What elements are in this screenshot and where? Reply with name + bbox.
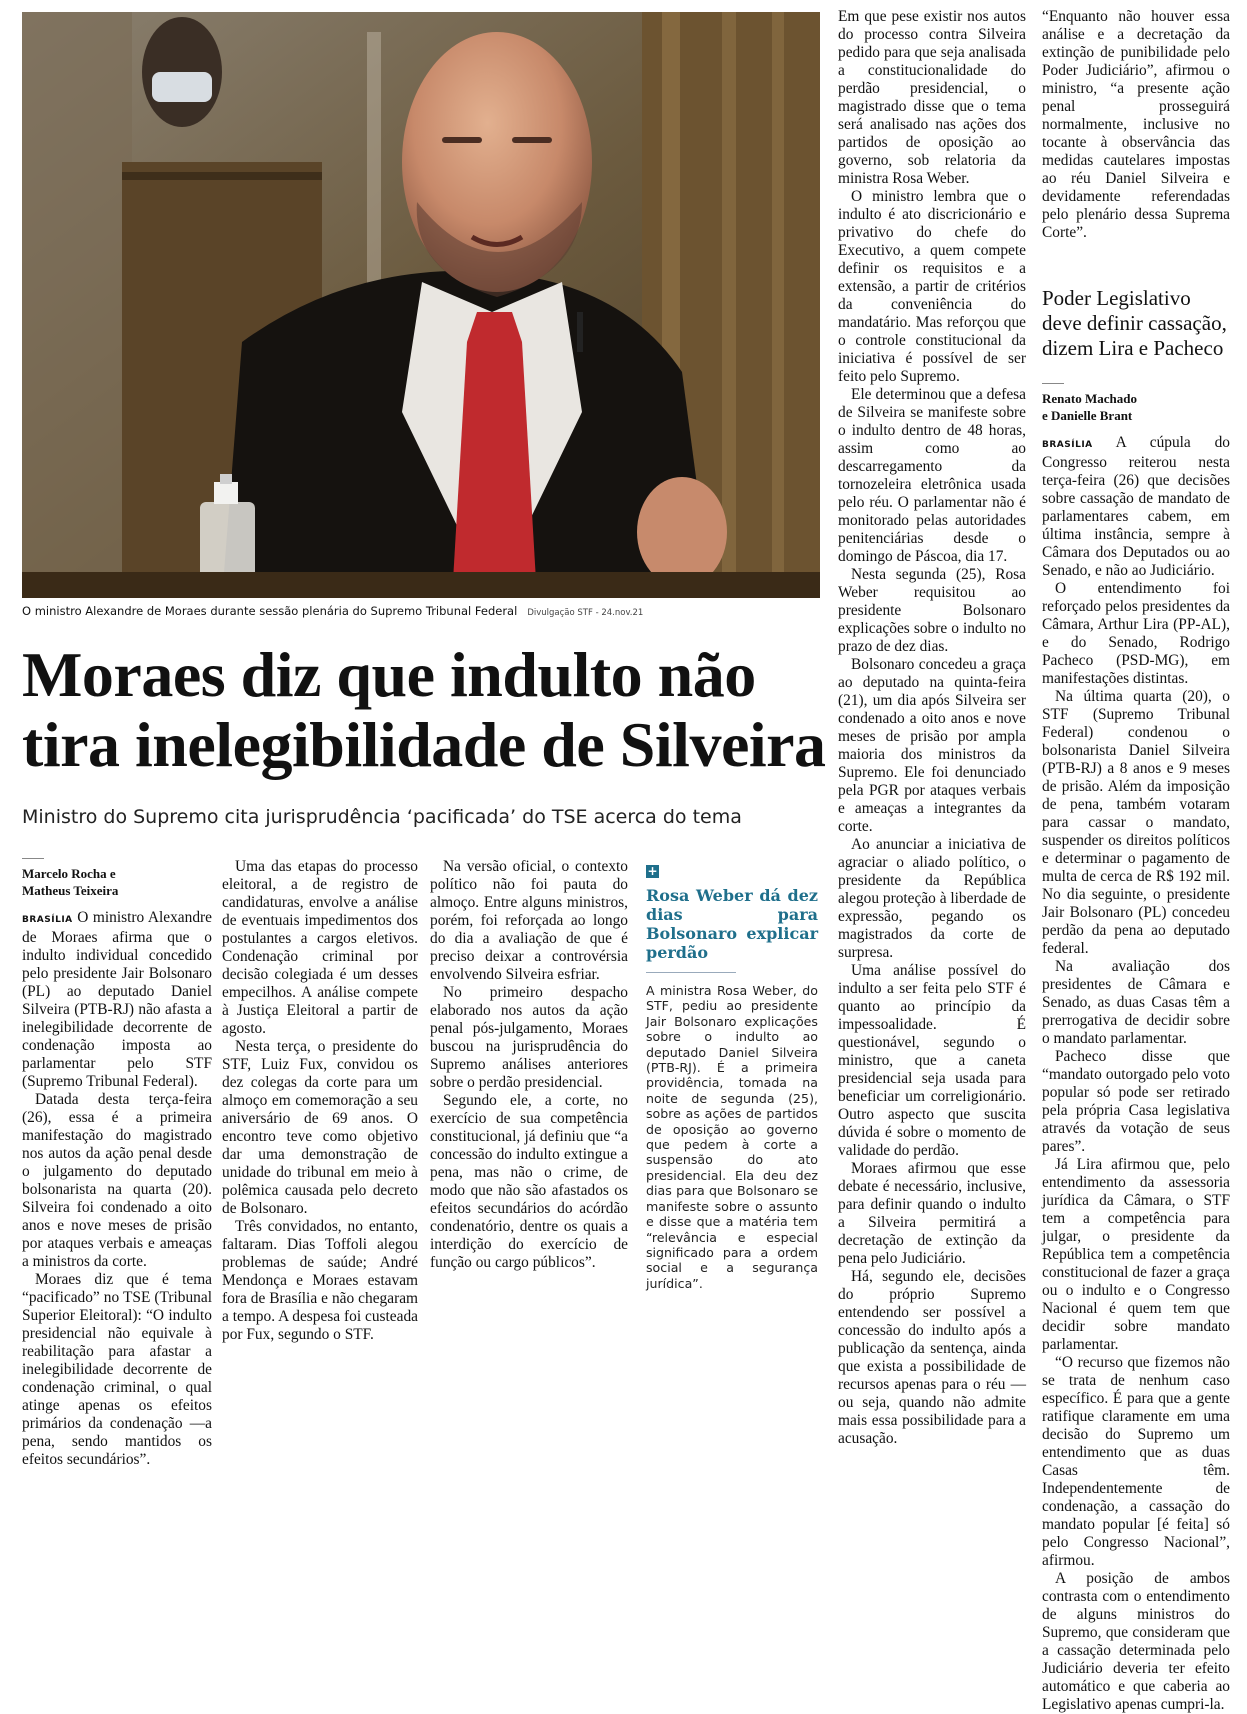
sidebar-box-title: Rosa Weber dá dez dias para Bolsonaro explicar perdão — [646, 886, 818, 962]
article-paragraph: Nesta terça, o presidente do STF, Luiz Fux, convidou os dez colegas da corte para um almoço em comemoração a seu aniversário de 69 anos. O encontro teve como objetivo dar uma demonstração de unidade do tribunal em meio à polêmica causada pelo decreto de Bolsonaro. — [222, 1038, 418, 1217]
article-column-1 — [22, 858, 212, 1468]
second-article-byline — [1042, 390, 1230, 424]
article-paragraph: A posição de ambos contrasta com o entendimento de alguns ministros do Supremo, que consideram que a cassação determinada pelo Judiciário deveria ter efeito automático e que caberia ao Legislativo apenas cumpri-la. — [1042, 1570, 1230, 1713]
article-paragraph — [1042, 434, 1230, 580]
article-paragraph: Nesta segunda (25), Rosa Weber requisitou ao presidente Bolsonaro explicações sobre o indulto no prazo de dez dias. — [838, 566, 1026, 655]
headline-line-1: Moraes diz que indulto não — [22, 639, 756, 710]
dateline: BRASÍLIA — [1042, 440, 1093, 450]
headline — [22, 639, 826, 780]
article-column-2 — [222, 858, 418, 1343]
article-paragraph: “O recurso que fizemos não se trata de nenhum caso específico. É para que a gente ratifique claramente em uma decisão do Supremo um entendimento que as duas Casas têm. Independentemente de condenação, a cassação do mandato popular [é feita] só pelo Congresso Nacional”, afirmou. — [1042, 1354, 1230, 1569]
article-paragraph: Segundo ele, a corte, no exercício de sua competência constitucional, já definiu que “a concessão do indulto extingue a pena, mas não o crime, de modo que não são afastados os efeitos secundários do acórdão condenatório, dentre os quais a interdição do exercício de função ou cargo públicos”. — [430, 1092, 628, 1271]
byline — [22, 865, 212, 899]
article-photo — [22, 12, 820, 598]
article-paragraph: Ao anunciar a iniciativa de agraciar o aliado político, o presidente da República alegou proteção à liberdade de expressão, pegando os magistrados da corte de surpresa. — [838, 836, 1027, 961]
byline-rule — [1042, 383, 1064, 384]
second-article-headline: Poder Legislativo deve definir cassação, dizem Lira e Pacheco — [1042, 286, 1227, 360]
article-paragraph: Moraes afirmou que esse debate é necessário, inclusive, para definir quando o indulto a Silveira permitirá a decretação de extinção da pena pelo Judiciário. — [838, 1160, 1026, 1267]
byline-author-2: e Danielle Brant — [1042, 408, 1133, 423]
article-paragraph: Uma das etapas do processo eleitoral, a de registro de candidaturas, envolve a análise de eventuais impedimentos dos postulantes a cargos eletivos. Condenação criminal por decisão colegiada é um desses empecilhos. A análise compete à Justiça Eleitoral a partir de agosto. — [222, 858, 418, 1037]
article-paragraph: O entendimento foi reforçado pelos presidentes da Câmara, Arthur Lira (PP-AL), e do Senado, Rodrigo Pacheco (PSD-MG), em manifestações distintas. — [1042, 580, 1230, 687]
article-paragraph — [22, 909, 212, 1091]
byline-author-2: Matheus Teixeira — [22, 883, 119, 898]
paragraph-text: O ministro Alexandre de Moraes afirma que o indulto individual concedido pelo presidente Jair Bolsonaro (PL) ao deputado Daniel Silveira (PTB-RJ) não afasta a inelegibilidade decorrente de condenação imposta ao parlamentar pelo STF (Supremo Tribunal Federal). — [22, 909, 212, 1090]
caption-text: O ministro Alexandre de Moraes durante sessão plenária do Supremo Tribunal Federal — [22, 604, 518, 618]
article-paragraph: “Enquanto não houver essa análise e a decretação da extinção de punibilidade pelo Poder Judiciário”, afirmou o ministro, “a presente ação penal prosseguirá normalmente, inclusive no tocante à observância das medidas cautelares impostas ao réu Daniel Silveira e devidamente referendadas pelo plenário dessa Suprema Corte”. — [1042, 8, 1230, 241]
sidebar-box-rule — [646, 972, 736, 973]
article-paragraph: Na última quarta (20), o STF (Supremo Tribunal Federal) condenou o bolsonarista Daniel Silveira (PTB-RJ) a 8 anos e 9 meses de prisão. Além da imposição de pena, também votaram para cassar o mandato, suspender os direitos políticos e determinar o pagamento de multa de cerca de R$ 192 mil. No dia seguinte, o presidente Jair Bolsonaro (PL) concedeu perdão da pena ao deputado federal. — [1042, 688, 1230, 957]
article-paragraph: Em que pese existir nos autos do processo contra Silveira pedido para que seja analisada a constitucionalidade do perdão presidencial, o magistrado disse que o tema será analisado nas ações dos partidos de oposição ao governo, sob relatoria da ministra Rosa Weber. — [838, 8, 1026, 187]
byline-rule — [22, 858, 44, 859]
article-paragraph: Pacheco disse que “mandato outorgado pelo voto popular só pode ser retirado pela própria Casa legislativa através da votação de seus pares”. — [1042, 1048, 1230, 1155]
article-paragraph: Na avaliação dos presidentes de Câmara e Senado, as duas Casas têm a prerrogativa de decidir sobre o mandato parlamentar. — [1042, 958, 1230, 1047]
paragraph-text: A cúpula do Congresso reiterou nesta terça-feira (26) que decisões sobre cassação de mandato de parlamentares cabem, em última instância, sempre à Câmara dos Deputados ou ao Senado, e não ao Judiciário. — [1042, 434, 1230, 579]
byline-author-1: Renato Machado — [1042, 391, 1137, 406]
article-paragraph: No primeiro despacho elaborado nos autos da ação penal pós-julgamento, Moraes buscou na jurisprudência do Supremo análises anteriores sobre o perdão presidencial. — [430, 984, 628, 1091]
article-paragraph: Uma análise possível do indulto a ser feita pelo STF é quanto ao princípio da impessoalidade. É questionável, segundo o ministro, que a caneta presidencial seja usada para beneficiar um correligionário. Outro aspecto que suscita dúvida é sobre o momento de validade do perdão. — [838, 962, 1026, 1159]
photo-caption — [22, 604, 820, 624]
article-paragraph: Três convidados, no entanto, faltaram. Dias Toffoli alegou problemas de saúde; André Mendonça e Moraes estavam fora de Brasília e não chegaram a tempo. A despesa foi custeada por Fux, segundo o STF. — [222, 1218, 418, 1343]
article-column-5 — [838, 8, 1027, 1447]
article-paragraph: Há, segundo ele, decisões do próprio Supremo entendendo ser possível a concessão do indulto após a publicação da sentença, ainda que exista a possibilidade de recursos apenas para o réu — ou seja, quando não admite mais essa possibilidade para a acusação. — [838, 1268, 1026, 1447]
byline-author-1: Marcelo Rocha e — [22, 866, 116, 881]
article-paragraph: Moraes diz que é tema “pacificado” no TSE (Tribunal Superior Eleitoral): “O indulto presidencial não equivale à reabilitação para afastar a inelegibilidade decorrente de condenação criminal, o qual atinge apenas os efeitos primários da condenação —a pena, sendo mantidos os efeitos secundários”. — [22, 1271, 212, 1468]
dateline: BRASÍLIA — [22, 915, 73, 925]
article-column-6 — [1042, 8, 1230, 1713]
headline-line-2: tira inelegibilidade de Silveira — [22, 709, 826, 780]
article-column-3 — [430, 858, 628, 1338]
article-paragraph: Já Lira afirmou que, pelo entendimento da assessoria jurídica da Câmara, o STF tem a competência para julgar, o presidente da República tem a competência constitucional de fazer a graça ou o indulto e o Congresso Nacional é quem tem que decidir sobre mandato parlamentar. — [1042, 1156, 1230, 1353]
article-paragraph: Ele determinou que a defesa de Silveira se manifeste sobre o indulto dentro de 48 horas, assim como ao descarregamento da tornozeleira eletrônica usada pelo réu. O parlamentar não é monitorado pelas autoridades penitenciárias desde o domingo de Páscoa, dia 17. — [838, 386, 1026, 565]
sidebar-box — [646, 862, 818, 1332]
plus-icon: + — [647, 864, 658, 878]
photo-credit: Divulgação STF - 24.nov.21 — [527, 608, 644, 618]
article-paragraph: Datada desta terça-feira (26), essa é a primeira manifestação do magistrado nos autos da ação penal desde o julgamento do deputado bolsonarista na quarta (20). Silveira foi condenado a oito anos e nove meses de prisão por ataques verbais e ameaças a ministros da corte. — [22, 1091, 212, 1270]
sidebar-box-text: A ministra Rosa Weber, do STF, pediu ao presidente Jair Bolsonaro explicações sobre o indulto ao deputado Daniel Silveira (PTB-RJ). É a primeira providência, tomada na noite de segunda (25), sobre as ações de partidos de oposição ao governo que pedem à corte a suspensão do ato presidencial. Ela deu dez dias para que Bolsonaro se manifeste sobre o assunto e disse que a matéria tem “relevância e especial significado para a ordem social e a segurança jurídica”. — [646, 983, 818, 1291]
article-paragraph: O ministro lembra que o indulto é ato discricionário e privativo do chefe do Executivo, a quem compete definir os requisitos e a extensão, a partir de critérios da conveniência do mandatário. Mas reforçou que o controle constitucional da iniciativa é possível de ser feito pelo Supremo. — [838, 188, 1026, 385]
article-paragraph: Bolsonaro concedeu a graça ao deputado na quinta-feira (21), um dia após Silveira ser condenado a oito anos e nove meses de prisão por ampla maioria dos ministros da Supremo. Ele foi denunciado pela PGR por ataques verbais e ameaças a integrantes da corte. — [838, 656, 1026, 835]
subheadline: Ministro do Supremo cita jurisprudência ‘pacificada’ do TSE acerca do tema — [22, 806, 742, 828]
article-paragraph: Na versão oficial, o contexto político não foi pauta do almoço. Entre alguns ministros, porém, foi reforçada ao longo do dia a avaliação de que é preciso deixar a controvérsia envolvendo Silveira esfriar. — [430, 858, 628, 983]
